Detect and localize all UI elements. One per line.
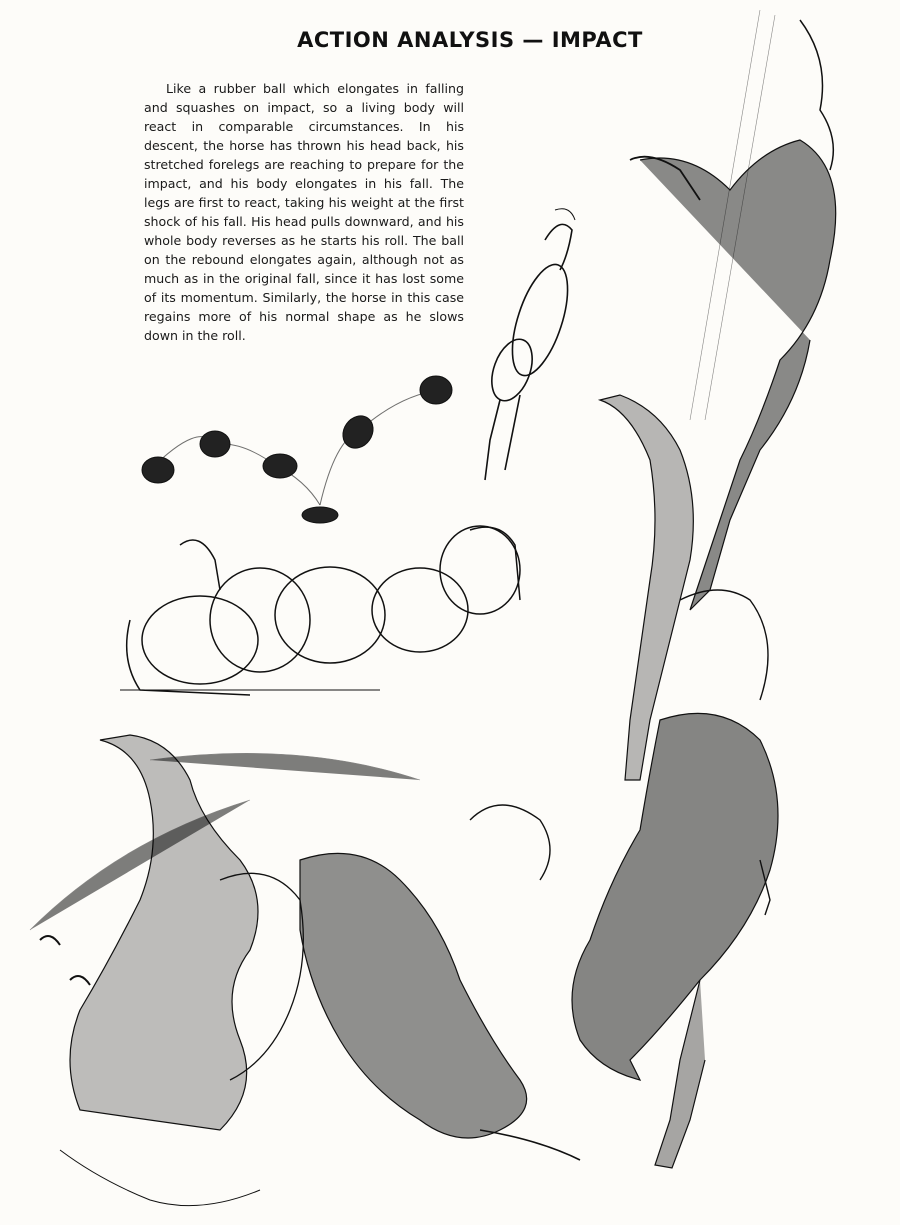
- ball-4: [337, 410, 379, 454]
- horse-sketch-falling: [484, 209, 579, 480]
- ball-5: [420, 376, 452, 404]
- ball-2: [200, 431, 230, 457]
- horse-sketch-roll: [120, 526, 520, 695]
- page-title: ACTION ANALYSIS — IMPACT: [297, 28, 643, 52]
- ball-squash: [302, 507, 338, 523]
- ball-1: [142, 457, 174, 483]
- ball-3: [263, 454, 297, 478]
- bouncing-ball-sequence: [142, 376, 452, 523]
- body-paragraph: Like a rubber ball which elongates in falling and squashes on impact, so a living body will react in comparable circumstances. In his descent, the horse has thrown his head back, his stretched forelegs are reaching to prepare for the impact, and his body elongates in his fall. The legs are first to react, taking his weight at the first shock of his fall. His head pulls downward, and his whole body reverses as he starts his roll. The ball on the rebound elongates again, although not as much as in the original fall, since it has lost some of its momentum. Similarly, the horse in this case regains more of his normal shape as he slows down in the roll.: [144, 80, 464, 343]
